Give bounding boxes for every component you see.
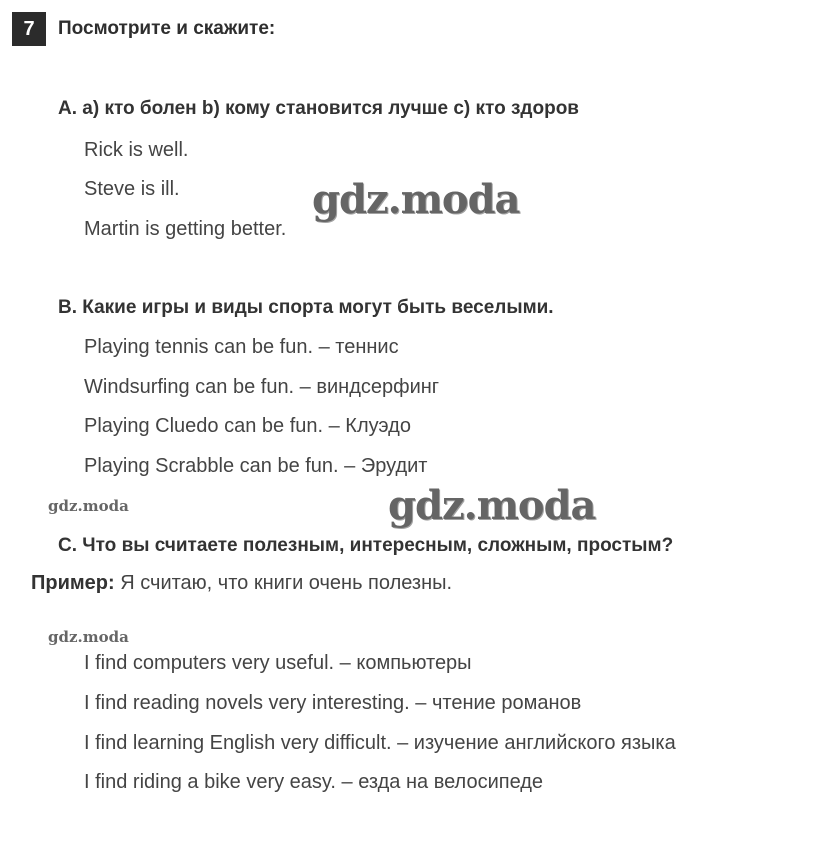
watermark-logo: gdz.moda (48, 497, 129, 515)
example-text: Я считаю, что книги очень полезны. (114, 572, 453, 594)
section-b-line: Playing Cluedo can be fun. – Клуэдо (84, 415, 411, 437)
section-b-heading: B. Какие игры и виды спорта могут быть веселыми. (58, 297, 554, 318)
section-a-line: Rick is well. (84, 139, 189, 161)
section-b-line: Playing tennis can be fun. – теннис (84, 336, 399, 358)
section-c-heading: C. Что вы считаете полезным, интересным, сложным, простым? (58, 535, 674, 556)
section-a-heading: A. a) кто болен b) кому становится лучше c) кто здоров (58, 98, 579, 119)
exercise-title: Посмотрите и скажите: (58, 18, 276, 39)
exercise-number-badge: 7 (12, 12, 46, 46)
section-a-line: Martin is getting better. (84, 218, 287, 240)
section-c-line: I find reading novels very interesting. – чтение романов (84, 692, 582, 714)
watermark-logo: gdz.moda (312, 176, 520, 223)
section-c-line: I find learning English very difficult. – изучение английского языка (84, 732, 676, 754)
section-c-line: I find computers very useful. – компьютеры (84, 652, 472, 674)
example-line (31, 572, 452, 595)
watermark-logo: gdz.moda (48, 628, 129, 646)
section-c-line: I find riding a bike very easy. – езда на велосипеде (84, 771, 544, 793)
example-label: Пример: (31, 572, 115, 594)
section-a-line: Steve is ill. (84, 178, 180, 200)
section-b-line: Playing Scrabble can be fun. – Эрудит (84, 455, 428, 477)
watermark-logo: gdz.moda (388, 482, 596, 529)
section-b-line: Windsurfing can be fun. – виндсерфинг (84, 376, 440, 398)
